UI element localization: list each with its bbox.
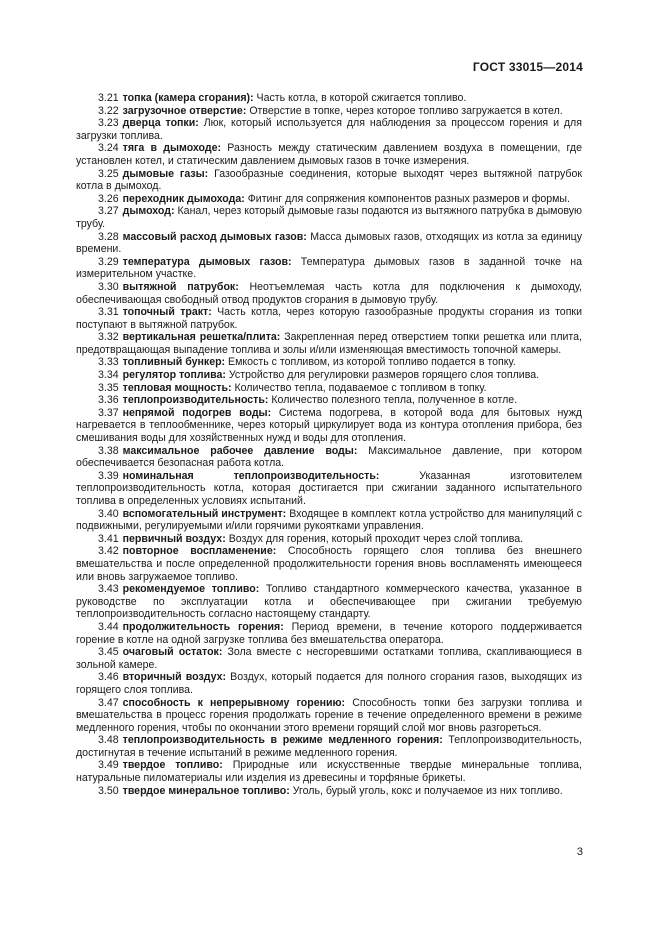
definition-item [76, 445, 582, 470]
definition-item [76, 356, 582, 369]
definition-text: Температура дымовых газов в заданной точке на измерительном участке. [76, 255, 582, 281]
definition-number: 3.42 [98, 545, 119, 558]
definition-item [76, 583, 582, 621]
definition-item [76, 281, 582, 306]
definition-number: 3.40 [98, 507, 119, 520]
page-number: 3 [576, 846, 583, 858]
definition-number: 3.45 [98, 646, 119, 659]
definition-item [76, 785, 582, 798]
definition-number: 3.38 [98, 444, 119, 457]
definition-number: 3.43 [98, 583, 119, 596]
definition-item [76, 759, 582, 784]
definition-term: твердое топливо: [122, 759, 223, 772]
definition-item [76, 369, 582, 382]
definition-item [76, 306, 582, 331]
definition-term: первичный воздух: [122, 532, 226, 545]
definition-number: 3.21 [98, 92, 119, 104]
definition-term: вторичный воздух: [122, 671, 227, 684]
definition-number: 3.22 [98, 104, 119, 117]
definition-number: 3.47 [98, 696, 119, 709]
definition-number: 3.27 [98, 205, 119, 218]
definition-number: 3.24 [98, 142, 119, 155]
definition-term: топка (камера сгорания): [122, 92, 254, 104]
definition-item [76, 646, 582, 671]
definition-term: тепловая мощность: [122, 381, 232, 394]
definition-item [76, 734, 582, 759]
definition-term: максимальное рабочее давление воды: [122, 444, 358, 457]
definition-text: Топливо стандартного коммерческого качества, указанное в руководстве по эксплуатации котла и обеспечивающее при сжигании требуемую теплопроизводительность согласно настоящему стандарту. [76, 583, 582, 621]
definition-text: Зола вместе с несгоревшими остатками топлива, скапливающиеся в зольной камере. [76, 646, 582, 671]
definition-text: Люк, который используется для наблюдения за процессом горения и для загрузки топлива. [76, 117, 582, 142]
definition-number: 3.26 [98, 192, 119, 205]
definition-number: 3.44 [98, 620, 119, 633]
definition-term: дверца топки: [122, 117, 199, 130]
definition-term: топливный бункер: [122, 356, 226, 369]
definition-text: Способность горящего слоя топлива без внешнего вмешательства и после определенной продолжительности горения вновь воспламенять имеющееся или вновь загружаемое топливо. [76, 545, 583, 583]
definition-text: Фитинг для сопряжения компонентов разных размеров и формы. [247, 192, 570, 205]
definition-item [76, 105, 582, 118]
definition-term: вспомогательный инструмент: [122, 507, 287, 520]
definition-text: Устройство для регулировки размеров горящего слоя топлива. [228, 369, 540, 382]
definition-term: непрямой подогрев воды: [122, 406, 272, 419]
definition-term: продолжительность горения: [122, 620, 284, 633]
definition-text: Часть котла, через которую газообразные продукты сгорания из топки поступают в вытяжной патрубок. [76, 306, 582, 331]
definition-term: вытяжной патрубок: [122, 280, 239, 293]
definition-text: Входящее в комплект котла устройство для манипуляций с подвижными, регулируемыми и/или горячими рукоятками управления. [76, 507, 582, 533]
definition-item [76, 545, 582, 583]
definition-number: 3.35 [98, 381, 119, 394]
definition-text: Неотъемлемая часть котла для подключения к дымоходу, обеспечивающая свободный отвод продуктов сгорания в дымовую трубу. [76, 280, 582, 306]
definition-item [76, 168, 582, 193]
definition-text: Канал, через который дымовые газы подаются из вытяжного патрубка в дымовую трубу. [76, 205, 582, 230]
definition-number: 3.39 [98, 469, 119, 482]
definition-term: топочный тракт: [122, 306, 212, 319]
definition-item [76, 142, 582, 167]
definition-term: массовый расход дымовых газов: [122, 230, 307, 243]
definition-text: Уголь, бурый уголь, кокс и получаемое из них топливо. [292, 784, 563, 797]
definition-item [76, 533, 582, 546]
definition-number: 3.29 [98, 255, 119, 268]
definition-term: способность к непрерывному горению: [122, 696, 346, 709]
definition-term: регулятор топлива: [122, 369, 226, 382]
definition-number: 3.23 [98, 117, 119, 130]
definition-item [76, 193, 582, 206]
definition-item [76, 231, 582, 256]
definition-item [76, 671, 582, 696]
definition-term: номинальная теплопроизводительность: [122, 469, 380, 482]
definition-number: 3.33 [98, 356, 119, 369]
definition-text: Газообразные соединения, которые выходят через вытяжной патрубок котла в дымоход. [76, 167, 582, 193]
definition-text: Теплопроизводительность, достигнутая в течение испытаний в режиме медленного горения. [76, 734, 582, 759]
definition-number: 3.32 [98, 331, 119, 344]
definition-number: 3.30 [98, 280, 119, 293]
definition-term: твердое минеральное топливо: [122, 784, 290, 797]
definition-number: 3.28 [98, 230, 119, 243]
definition-text: Часть котла, в которой сжигается топливо. [256, 92, 467, 104]
definition-term: теплопроизводительность в режиме медленного горения: [122, 734, 443, 747]
definition-text: Количество тепла, подаваемое с топливом в топку. [234, 381, 487, 394]
definition-text: Указанная изготовителем теплопроизводительность котла, которая достигается при сжигании заданного испытательного топлива в определенных условиях испытаний. [76, 469, 582, 507]
definition-term: переходник дымохода: [122, 192, 245, 205]
definition-term: рекомендуемое топливо: [122, 583, 260, 596]
definition-item [76, 508, 582, 533]
definition-number: 3.50 [98, 784, 119, 797]
definition-text: Система подогрева, в которой вода для бытовых нужд нагревается в теплообменнике, через который циркулирует вода из контура отопления прибора, без смешивания воды для хозяйственных нужд и воды для отопления. [76, 406, 582, 445]
definition-number: 3.31 [98, 306, 119, 319]
definition-term: загрузочное отверстие: [122, 104, 247, 117]
definitions-list [76, 92, 582, 797]
definition-text: Максимальное давление, при котором обеспечивается безопасная работа котла. [76, 444, 582, 470]
definition-text: Способность топки без загрузки топлива и вмешательства в процесс горения продолжать горение в течение определенного времени в режиме медленного горения, чтобы по окончании этого времени горящий слой мог вновь разгореться. [76, 696, 582, 734]
definition-number: 3.49 [98, 759, 119, 772]
definition-item [76, 382, 582, 395]
definition-text: Емкость с топливом, из которой топливо подается в топку. [228, 356, 516, 369]
definition-term: вертикальная решетка/плита: [122, 331, 281, 344]
definition-item [76, 92, 582, 105]
definition-term: дымоход: [122, 205, 175, 218]
definition-item [76, 697, 582, 735]
definition-item [76, 621, 582, 646]
definition-item [76, 331, 582, 356]
definition-text: Период времени, в течение которого поддерживается горение в котле на одной загрузке топлива без вмешательства оператора. [76, 620, 582, 646]
definition-term: очаговый остаток: [122, 646, 223, 659]
definition-number: 3.46 [98, 671, 119, 684]
definition-number: 3.25 [98, 167, 119, 180]
definition-term: тяга в дымоходе: [122, 142, 222, 155]
definition-text: Природные или искусственные твердые минеральные топлива, натуральные пиломатериалы или изделия из древесины и торфяные брикеты. [76, 759, 582, 785]
definition-item [76, 256, 582, 281]
definition-text: Масса дымовых газов, отходящих из котла за единицу времени. [76, 230, 582, 256]
definition-number: 3.48 [98, 734, 119, 747]
definition-term: повторное воспламенение: [122, 545, 277, 558]
definition-item [76, 205, 582, 230]
definition-term: температура дымовых газов: [122, 255, 292, 268]
definition-text: Закрепленная перед отверстием топки решетка или плита, предотвращающая выпадение топлива и золы и/или изменяющая вместимость топочной камеры. [76, 331, 582, 356]
definition-item [76, 117, 582, 142]
definition-item [76, 407, 582, 445]
definition-text: Воздух, который подается для полного сгорания газов, выходящих из горящего слоя топлива. [76, 671, 582, 696]
definition-number: 3.41 [98, 532, 119, 545]
definition-item [76, 394, 582, 407]
definition-text: Количество полезного тепла, полученное в котле. [271, 394, 518, 407]
definition-term: теплопроизводительность: [122, 394, 269, 407]
definition-term: дымовые газы: [122, 167, 209, 180]
document-header: ГОСТ 33015—2014 [472, 60, 583, 74]
definition-number: 3.34 [98, 369, 119, 382]
definition-item [76, 470, 582, 508]
definition-number: 3.37 [98, 406, 119, 419]
definition-text: Воздух для горения, который проходит через слой топлива. [228, 532, 524, 545]
definition-number: 3.36 [98, 394, 119, 407]
definition-text: Разность между статическим давлением воздуха в помещении, где установлен котел, и статическим давлением дымовых газов в точке измерения. [76, 142, 582, 167]
definition-text: Отверстие в топке, через которое топливо загружается в котел. [249, 104, 563, 117]
